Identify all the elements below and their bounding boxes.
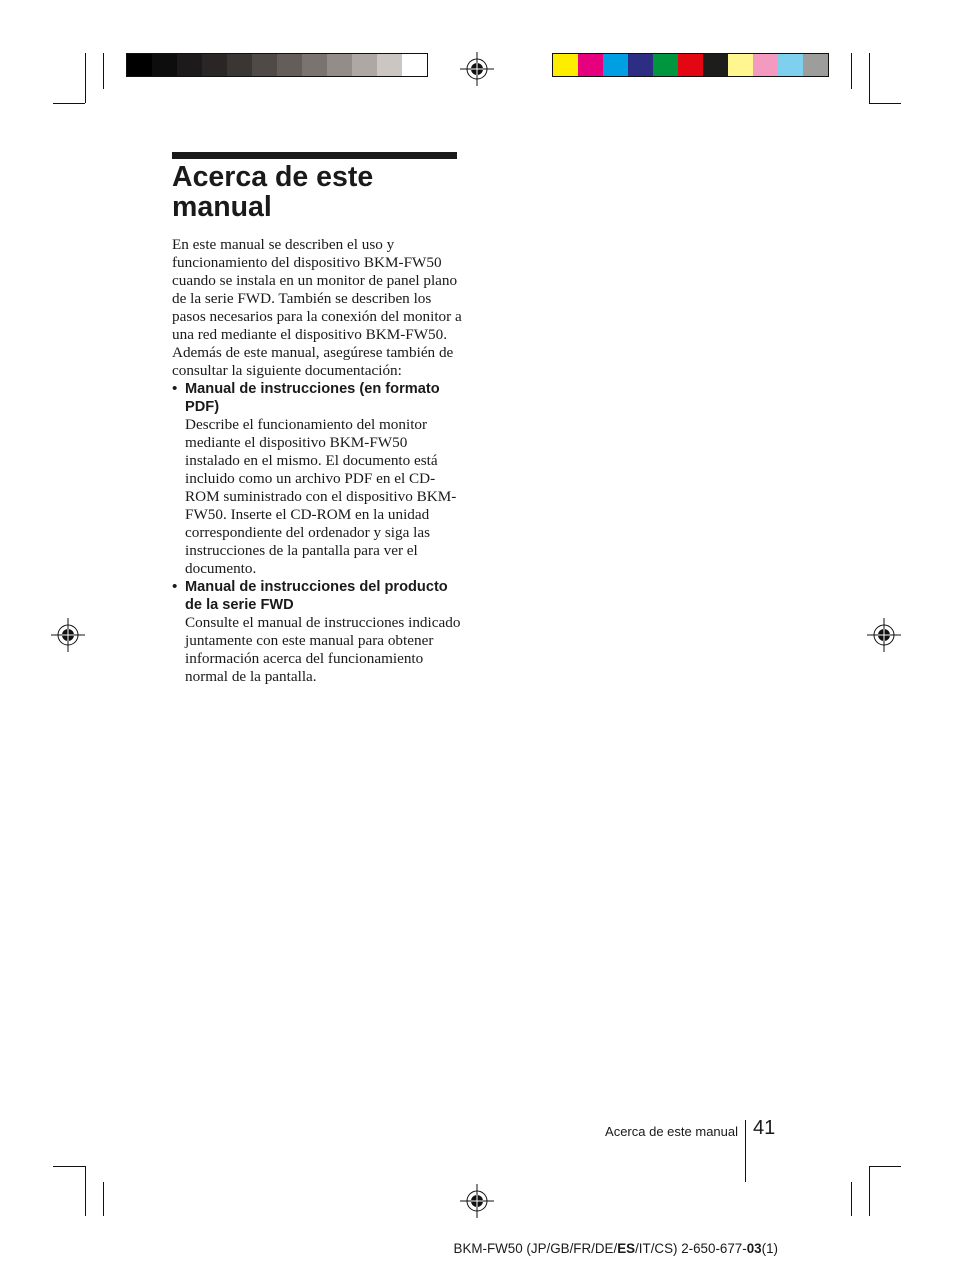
calibration-swatch	[703, 54, 728, 76]
page-title: Acerca de este manual	[172, 161, 374, 223]
registration-mark-icon	[460, 1184, 494, 1218]
bullet: •	[172, 578, 178, 595]
doc-list-item	[172, 380, 462, 578]
doc-item-heading: Manual de instrucciones del producto de la serie FWD	[185, 579, 448, 613]
running-footer-section: Acerca de este manual	[605, 1124, 738, 1139]
doc-list-item	[172, 578, 462, 686]
calibration-swatch	[377, 54, 402, 76]
calibration-swatch	[778, 54, 803, 76]
calibration-swatch	[177, 54, 202, 76]
page-number: 41	[753, 1117, 776, 1139]
grayscale-calibration-bar	[126, 53, 428, 77]
product-code: BKM-FW50 (JP/GB/FR/DE/ES/IT/CS) 2-650-677-03(1)	[453, 1241, 778, 1256]
calibration-swatch	[578, 54, 603, 76]
intro-paragraph: En este manual se describen el uso y funcionamiento del dispositivo BKM-FW50 cuando se instala en un monitor de panel plano de la serie FWD. También se describen los pasos necesarios para la conexión del monitor a una red mediante el dispositivo BKM-FW50.	[172, 236, 462, 343]
registration-mark-icon	[867, 618, 901, 652]
calibration-swatch	[302, 54, 327, 76]
registration-mark-icon	[460, 52, 494, 86]
bullet: •	[172, 380, 178, 397]
calibration-swatch	[252, 54, 277, 76]
calibration-swatch	[603, 54, 628, 76]
calibration-swatch	[152, 54, 177, 76]
footer-divider	[745, 1120, 746, 1182]
doc-item-text: Consulte el manual de instrucciones indicado juntamente con este manual para obtener información acerca del funcionamiento normal de la pantalla.	[185, 614, 461, 685]
calibration-swatch	[753, 54, 778, 76]
calibration-swatch	[728, 54, 753, 76]
calibration-swatch	[678, 54, 703, 76]
doc-item-text: Describe el funcionamiento del monitor mediante el dispositivo BKM-FW50 instalado en el mismo. El documento está incluido como un archivo PDF en el CD-ROM suministrado con el dispositivo BKM-FW50. Inserte el CD-ROM en la unidad correspondiente del ordenador y siga las instrucciones de la pantalla para ver el documento.	[185, 416, 457, 577]
calibration-swatch	[402, 54, 427, 76]
color-calibration-bar	[552, 53, 829, 77]
calibration-swatch	[803, 54, 828, 76]
calibration-swatch	[653, 54, 678, 76]
calibration-swatch	[628, 54, 653, 76]
registration-mark-icon	[51, 618, 85, 652]
calibration-swatch	[227, 54, 252, 76]
calibration-swatch	[202, 54, 227, 76]
intro-paragraph-2: Además de este manual, asegúrese también de consultar la siguiente documentación:	[172, 344, 454, 379]
calibration-swatch	[127, 54, 152, 76]
article-body	[172, 236, 462, 686]
title-rule	[172, 152, 457, 159]
calibration-swatch	[327, 54, 352, 76]
calibration-swatch	[553, 54, 578, 76]
calibration-swatch	[352, 54, 377, 76]
doc-item-heading: Manual de instrucciones (en formato PDF)	[185, 381, 440, 415]
calibration-swatch	[277, 54, 302, 76]
